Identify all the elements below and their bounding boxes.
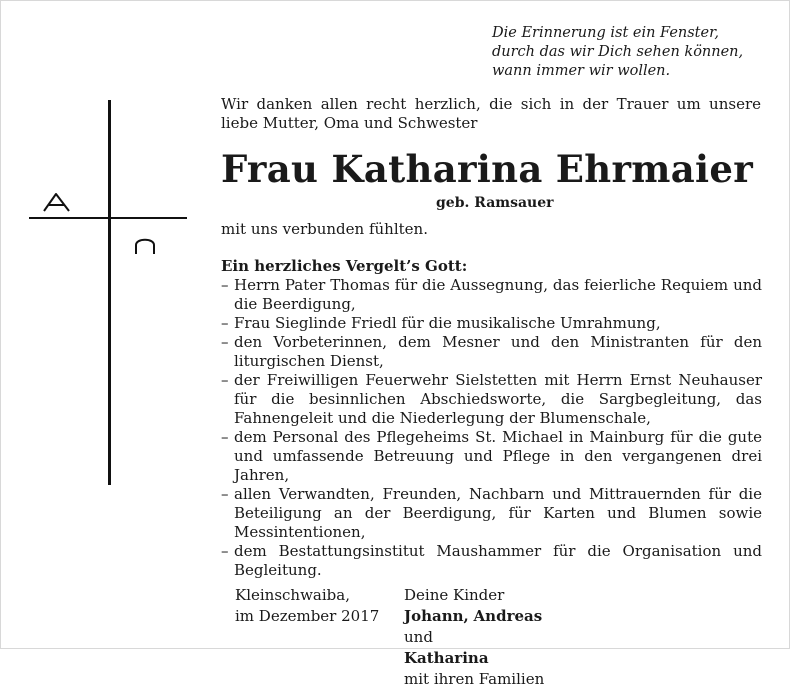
thanks-item (221, 485, 762, 542)
thanks-item-text: Herrn Pater Thomas für die Aussegnung, das feierliche Requiem und die Beerdigung, (234, 276, 762, 313)
thanks-item-text: allen Verwandten, Freunden, Nachbarn und Mittrauernden für die Beteiligung an der Beerdigung, für Karten und Blumen sowie Messintentionen, (234, 485, 762, 541)
child-name-3: Katharina (404, 649, 489, 667)
list-dash: – (221, 428, 229, 446)
family-signature-block (404, 585, 544, 690)
children-prefix: Deine Kinder (404, 586, 505, 604)
thanks-item (221, 333, 762, 371)
cross-horizontal-bar (29, 217, 187, 219)
signature-families: mit ihren Familien (404, 670, 545, 688)
cross-emblem (0, 0, 200, 500)
children-conjunction: und (404, 628, 433, 646)
thanks-item-text: dem Personal des Pflegeheims St. Michael in Mainburg für die gute und umfassende Betreuung und Pflege in den vergangenen drei Jahren, (234, 428, 762, 484)
thanks-item (221, 314, 762, 333)
memorial-quote (492, 24, 772, 81)
list-dash: – (221, 371, 229, 389)
child-name-1: Johann, (404, 607, 469, 625)
list-dash: – (221, 276, 229, 294)
maiden-name: geb. Ramsauer (436, 195, 554, 211)
alpha-icon (42, 191, 72, 213)
quote-line-1: Die Erinnerung ist ein Fenster, (492, 25, 720, 41)
thanks-item-text: Frau Sieglinde Friedl für die musikalische Umrahmung, (234, 314, 661, 332)
signature-children-line (404, 585, 544, 669)
list-dash: – (221, 314, 229, 332)
connected-text: mit uns verbunden fühlten. (221, 220, 428, 238)
signature-place: Kleinschwaiba, (235, 586, 350, 604)
deceased-name: Frau Katharina Ehrmaier (221, 147, 753, 191)
signature-date: im Dezember 2017 (235, 607, 380, 625)
list-dash: – (221, 333, 229, 351)
thanks-heading: Ein herzliches Vergelt’s Gott: (221, 257, 468, 275)
thanks-item (221, 276, 762, 314)
intro-text: Wir danken allen recht herzlich, die sich in der Trauer um unsere liebe Mutter, Oma und Schwester (221, 95, 761, 132)
cross-vertical-bar (108, 100, 111, 485)
thanks-list (221, 276, 762, 580)
thanks-item (221, 428, 762, 485)
place-date-block (235, 585, 379, 627)
omega-icon (133, 234, 157, 256)
child-name-2: Andreas (473, 607, 543, 625)
thanks-item (221, 371, 762, 428)
thanks-item (221, 542, 762, 580)
thanks-item-text: den Vorbeterinnen, dem Mesner und den Ministranten für den liturgischen Dienst, (234, 333, 762, 370)
list-dash: – (221, 542, 229, 560)
quote-line-3: wann immer wir wollen. (492, 63, 671, 79)
list-dash: – (221, 485, 229, 503)
thanks-item-text: der Freiwilligen Feuerwehr Sielstetten mit Herrn Ernst Neuhauser für die besinnlichen Abschiedsworte, die Sargbegleitung, das Fahnengeleit und die Niederlegung der Blumenschale, (234, 371, 762, 427)
quote-line-2: durch das wir Dich sehen können, (492, 44, 744, 60)
thanks-item-text: dem Bestattungsinstitut Maushammer für die Organisation und Begleitung. (234, 542, 762, 579)
